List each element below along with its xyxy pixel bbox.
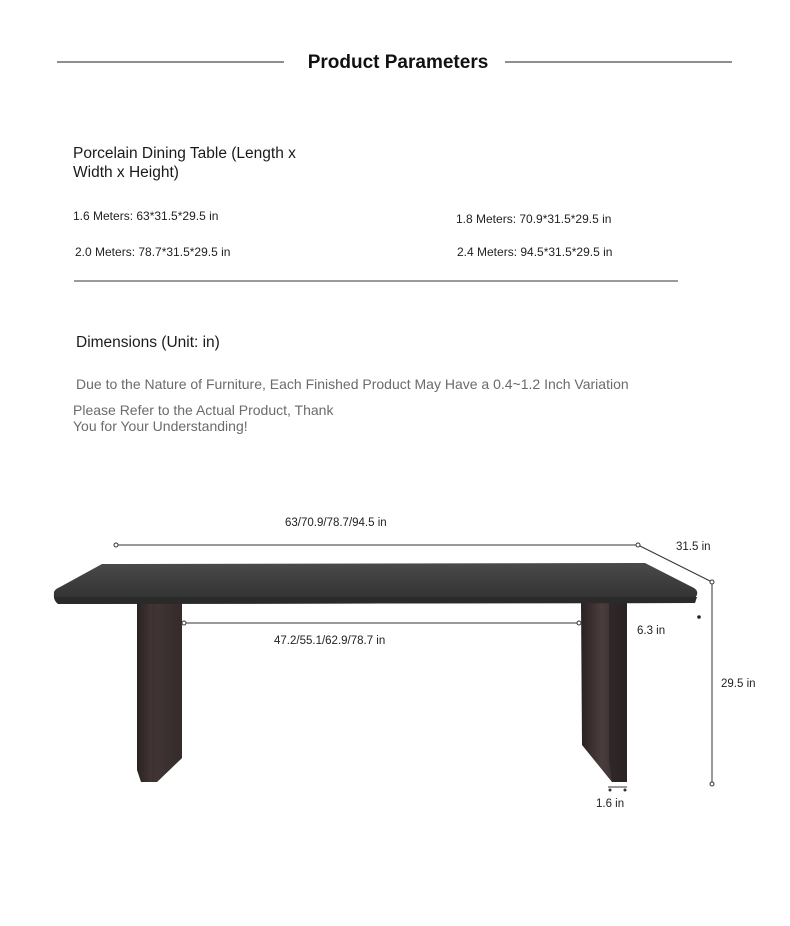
left-leg: [137, 603, 182, 782]
top-thickness-marker: [697, 615, 701, 619]
length-label: 63/70.9/78.7/94.5 in: [285, 517, 387, 529]
refer-note-line-2: You for Your Understanding!: [73, 418, 248, 434]
refer-note-line-1: Please Refer to the Actual Product, Thank: [73, 402, 334, 418]
product-name-line-2: Width x Height): [73, 164, 179, 181]
leg-width-marker-left: [609, 789, 612, 792]
top-thickness-label: 6.3 in: [637, 625, 666, 637]
right-leg: [581, 603, 627, 782]
spec-1-6m: 1.6 Meters: 63*31.5*29.5 in: [73, 209, 219, 223]
leg-width-label: 1.6 in: [596, 798, 625, 810]
spec-2-0m: 2.0 Meters: 78.7*31.5*29.5 in: [75, 245, 231, 259]
spec-2-4m: 2.4 Meters: 94.5*31.5*29.5 in: [457, 245, 613, 259]
tabletop: [54, 563, 697, 604]
product-name-line-1: Porcelain Dining Table (Length x: [73, 145, 296, 162]
spec-1-8m: 1.8 Meters: 70.9*31.5*29.5 in: [456, 212, 612, 226]
variation-note: Due to the Nature of Furniture, Each Finished Product May Have a 0.4~1.2 Inch Variation: [76, 376, 629, 392]
depth-label: 31.5 in: [676, 541, 711, 553]
height-label: 29.5 in: [721, 678, 756, 690]
dimensions-heading: Dimensions (Unit: in): [76, 334, 220, 351]
leg-gap-label: 47.2/55.1/62.9/78.7 in: [274, 635, 386, 647]
page-title: Product Parameters: [307, 52, 489, 73]
leg-width-marker-right: [624, 789, 627, 792]
